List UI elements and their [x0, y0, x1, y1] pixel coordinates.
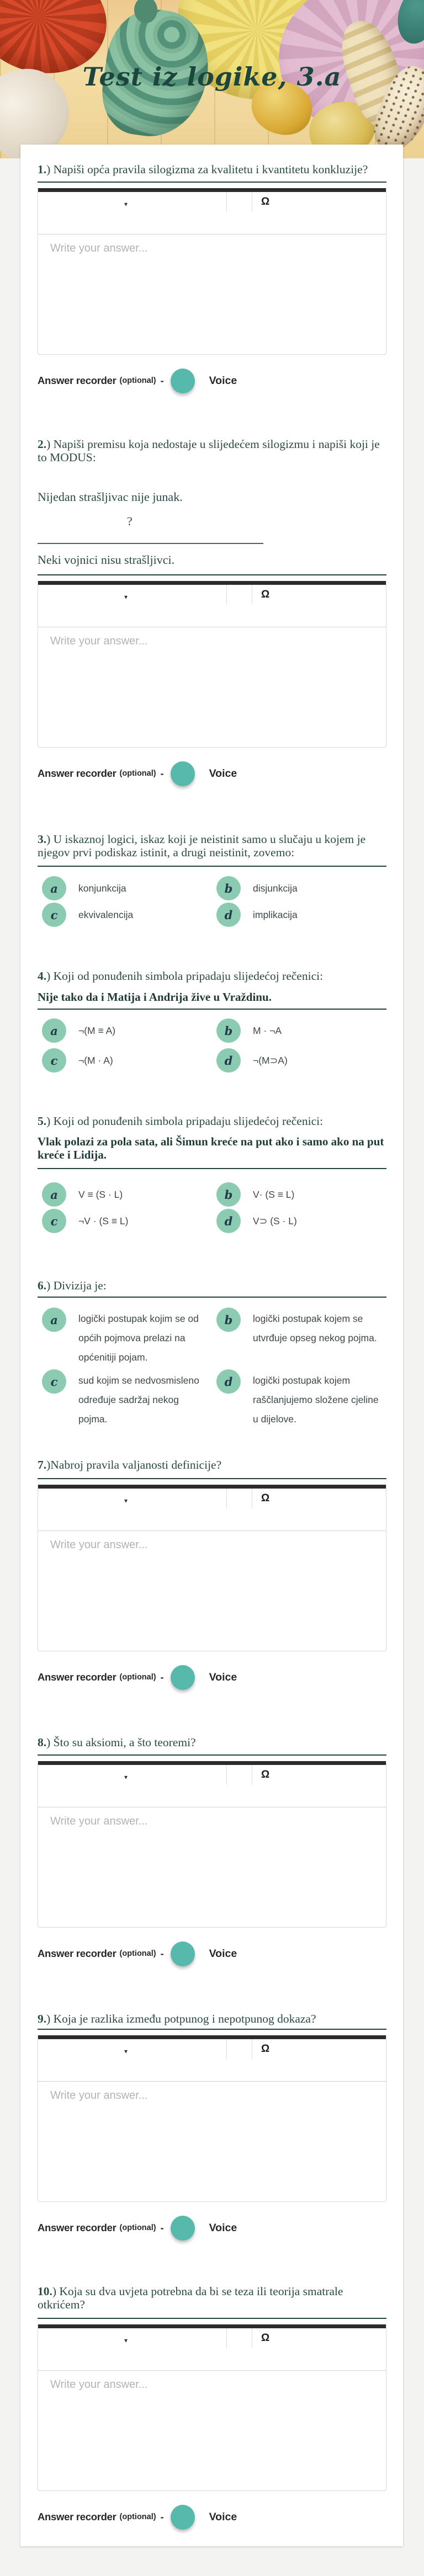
editor-top-bar — [38, 2324, 386, 2328]
format-dropdown-caret-icon[interactable]: ▾ — [119, 198, 133, 211]
answer-textarea[interactable] — [38, 627, 386, 747]
option-d[interactable] — [212, 1209, 386, 1233]
option-letter: c — [50, 1214, 58, 1228]
question-8 — [38, 1736, 386, 1966]
option-label: ¬(M ≡ A) — [78, 1025, 116, 1036]
rich-text-editor — [38, 2035, 386, 2202]
option-badge — [216, 1369, 241, 1394]
option-letter: c — [50, 1374, 58, 1389]
option-badge — [216, 903, 241, 927]
question-text: ) Koji od ponuđenih simbola pripadaju slijedećoj rečenici: — [46, 969, 324, 983]
option-badge — [42, 1048, 66, 1073]
answer-placeholder: Write your answer... — [50, 2089, 148, 2102]
question-divider — [38, 866, 386, 867]
voice-label: Voice — [209, 1671, 237, 1683]
option-letter: a — [50, 1187, 58, 1202]
optional-label: (optional) — [119, 1949, 156, 1958]
format-dropdown-caret-icon[interactable]: ▾ — [119, 1770, 133, 1784]
dash-separator: - — [160, 375, 164, 386]
option-badge — [216, 1018, 241, 1043]
option-letter: b — [224, 1187, 233, 1202]
option-label: ¬(M⊃A) — [253, 1054, 288, 1066]
dash-separator: - — [160, 1948, 164, 1959]
option-badge — [42, 1018, 66, 1043]
question-text: ) Koji od ponuđenih simbola pripadaju slijedećoj rečenici: — [46, 1114, 324, 1128]
answer-recorder-row — [38, 368, 386, 393]
option-letter: d — [224, 908, 233, 922]
special-character-omega-button[interactable]: Ω — [258, 588, 273, 601]
answer-recorder-label: Answer recorder — [38, 1948, 116, 1959]
question-title — [38, 969, 386, 983]
voice-record-button[interactable] — [171, 2505, 195, 2530]
option-label: disjunkcija — [253, 882, 298, 894]
special-character-omega-button[interactable]: Ω — [258, 2332, 273, 2345]
optional-label: (optional) — [119, 1673, 156, 1682]
option-badge — [42, 1308, 66, 1332]
answer-recorder-label: Answer recorder — [38, 2222, 116, 2233]
dash-separator: - — [160, 1671, 164, 1683]
rich-text-editor — [38, 2324, 386, 2491]
question-text: ) Divizija je: — [46, 1279, 107, 1292]
option-b[interactable] — [212, 1182, 386, 1207]
question-title — [38, 438, 386, 464]
option-badge — [42, 1209, 66, 1233]
option-badge — [42, 1369, 66, 1394]
options-grid — [38, 1018, 386, 1073]
question-text: )Nabroj pravila valjanosti definicije? — [46, 1458, 222, 1471]
answer-recorder-label: Answer recorder — [38, 767, 116, 779]
option-label: logički postupak kojem se utvrđuje opseg nekog pojma. — [253, 1313, 377, 1343]
answer-placeholder: Write your answer... — [50, 1539, 148, 1551]
answer-recorder-row — [38, 761, 386, 786]
option-label: V⊃ (S · L) — [253, 1215, 297, 1226]
special-character-omega-button[interactable]: Ω — [258, 1768, 273, 1782]
voice-label: Voice — [209, 2510, 237, 2523]
rich-text-editor — [38, 581, 386, 748]
question-9 — [38, 2012, 386, 2241]
editor-toolbar — [38, 1765, 386, 1807]
option-badge — [42, 903, 66, 927]
question-number: 8. — [38, 1736, 47, 1749]
question-2 — [38, 438, 386, 786]
answer-textarea[interactable] — [38, 2371, 386, 2490]
toolbar-divider — [226, 585, 227, 605]
option-label: logički postupak kojim se od općih pojmova prelazi na općenitiji pojam. — [78, 1313, 199, 1363]
question-title — [38, 833, 386, 859]
question-divider — [38, 182, 386, 183]
question-number: 3. — [38, 833, 47, 846]
options-grid — [38, 1308, 386, 1429]
dash-separator: - — [160, 2511, 164, 2522]
option-a[interactable] — [38, 1018, 208, 1043]
question-title — [38, 1114, 386, 1128]
question-statement: Vlak polazi za pola sata, ali Šimun kreće na put ako i samo ako na put kreće i Lidija. — [38, 1135, 384, 1161]
option-letter: a — [50, 1313, 58, 1327]
answer-blank-line — [38, 543, 263, 544]
option-label: V· (S ≡ L) — [253, 1188, 295, 1200]
option-letter: d — [224, 1374, 233, 1389]
option-label: sud kojim se nedvosmisleno određuje sadržaj nekog pojma. — [78, 1375, 199, 1425]
rich-text-editor — [38, 188, 386, 355]
question-divider — [38, 2029, 386, 2030]
premise-line-1: Nijedan strašljivac nije junak. — [38, 490, 183, 504]
option-label: ekvivalencija — [78, 909, 134, 920]
editor-top-bar — [38, 1761, 386, 1765]
option-a[interactable] — [38, 876, 208, 900]
format-dropdown-caret-icon[interactable]: ▾ — [119, 2045, 133, 2058]
option-badge — [42, 876, 66, 900]
answer-recorder-row — [38, 1941, 386, 1966]
question-7 — [38, 1458, 386, 1690]
answer-textarea[interactable] — [38, 1807, 386, 1927]
format-dropdown-caret-icon[interactable]: ▾ — [119, 1494, 133, 1507]
editor-toolbar — [38, 2039, 386, 2082]
option-b[interactable] — [212, 1308, 386, 1367]
question-6 — [38, 1279, 386, 1429]
option-b[interactable] — [212, 1018, 386, 1043]
question-divider — [38, 1297, 386, 1298]
special-character-omega-button[interactable]: Ω — [258, 195, 273, 209]
question-number: 6. — [38, 1279, 47, 1292]
answer-recorder-row — [38, 1665, 386, 1690]
question-text: ) Koja su dva uvjeta potrebna da bi se teza ili teorija smatrale otkrićem? — [38, 2285, 343, 2311]
option-label: ¬V · (S ≡ L) — [78, 1215, 129, 1226]
option-badge — [216, 876, 241, 900]
options-grid — [38, 876, 386, 927]
answer-textarea[interactable] — [38, 234, 386, 354]
answer-recorder-label: Answer recorder — [38, 2511, 116, 2522]
option-letter: a — [50, 881, 58, 895]
question-4 — [38, 969, 386, 1073]
option-b[interactable] — [212, 876, 386, 900]
option-badge — [216, 1048, 241, 1073]
question-divider — [38, 1009, 386, 1010]
voice-label: Voice — [209, 374, 237, 387]
question-10 — [38, 2285, 386, 2530]
optional-label: (optional) — [119, 769, 156, 778]
option-letter: d — [224, 1053, 233, 1068]
option-c[interactable] — [38, 1048, 208, 1073]
question-divider — [38, 1168, 386, 1169]
question-number: 1. — [38, 163, 47, 176]
voice-record-button[interactable] — [171, 2216, 195, 2241]
format-dropdown-caret-icon[interactable]: ▾ — [119, 590, 133, 604]
question-text: ) Što su aksiomi, a što teoremi? — [46, 1736, 196, 1749]
option-c[interactable] — [38, 1369, 208, 1429]
question-divider — [38, 574, 386, 575]
voice-label: Voice — [209, 2221, 237, 2234]
answer-recorder-label: Answer recorder — [38, 375, 116, 386]
voice-record-button[interactable] — [171, 761, 195, 786]
option-c[interactable] — [38, 1209, 208, 1233]
question-divider — [38, 2318, 386, 2319]
editor-toolbar — [38, 585, 386, 627]
format-dropdown-caret-icon[interactable]: ▾ — [119, 2334, 133, 2347]
answer-placeholder: Write your answer... — [50, 635, 148, 647]
question-5 — [38, 1114, 386, 1233]
optional-label: (optional) — [119, 2223, 156, 2232]
option-d[interactable] — [212, 1048, 386, 1073]
editor-top-bar — [38, 1485, 386, 1489]
toolbar-divider — [226, 1489, 227, 1508]
answer-placeholder: Write your answer... — [50, 2378, 148, 2391]
answer-textarea[interactable] — [38, 2082, 386, 2201]
question-number: 7. — [38, 1458, 47, 1471]
question-number: 2. — [38, 438, 47, 451]
answer-recorder-row — [38, 2215, 386, 2241]
question-title — [38, 2285, 386, 2311]
option-d[interactable] — [212, 903, 386, 927]
option-letter: b — [224, 1313, 233, 1327]
voice-record-button[interactable] — [171, 369, 195, 393]
editor-top-bar — [38, 2035, 386, 2039]
question-title — [38, 2012, 386, 2025]
question-text: ) Napiši opća pravila silogizma za kvalitetu i kvantitetu konkluzije? — [46, 163, 368, 176]
toolbar-divider — [226, 1765, 227, 1785]
option-label: implikacija — [253, 909, 298, 920]
voice-label: Voice — [209, 1947, 237, 1960]
question-1 — [38, 163, 386, 393]
question-divider — [38, 1754, 386, 1756]
toolbar-divider — [226, 2039, 227, 2059]
question-title — [38, 1736, 386, 1749]
voice-record-button[interactable] — [171, 1665, 195, 1690]
rich-text-editor — [38, 1761, 386, 1928]
option-letter: b — [224, 881, 233, 895]
page-title: Test iz logike, 3.a — [82, 62, 342, 92]
dash-separator: - — [160, 2222, 164, 2233]
worksheet-card — [20, 145, 403, 2546]
answer-recorder-label: Answer recorder — [38, 1671, 116, 1683]
question-statement: Nije tako da i Matija i Andrija žive u Vraždinu. — [38, 990, 272, 1004]
option-badge — [42, 1182, 66, 1207]
answer-placeholder: Write your answer... — [50, 1815, 148, 1827]
dash-separator: - — [160, 767, 164, 779]
question-title — [38, 1279, 386, 1292]
question-number: 9. — [38, 2012, 47, 2025]
editor-toolbar — [38, 2328, 386, 2371]
option-letter: c — [50, 908, 58, 922]
question-divider — [38, 1478, 386, 1479]
option-a[interactable] — [38, 1182, 208, 1207]
special-character-omega-button[interactable]: Ω — [258, 1492, 273, 1505]
optional-label: (optional) — [119, 376, 156, 385]
options-grid — [38, 1182, 386, 1233]
question-text: ) Napiši premisu koja nedostaje u slijedećem silogizmu i napiši koji je to MODUS: — [38, 438, 380, 464]
voice-record-button[interactable] — [171, 1942, 195, 1966]
option-label: M · ¬A — [253, 1025, 282, 1036]
premise-line-2: Neki vojnici nisu strašljivci. — [38, 553, 175, 567]
option-letter: a — [50, 1023, 58, 1038]
question-text: ) U iskaznoj logici, iskaz koji je neistinit samo u slučaju u kojem je njegov prvi podiskaz istinit, a drugi neistinit, zovemo: — [38, 833, 366, 859]
header-photo — [0, 0, 424, 158]
option-letter: d — [224, 1214, 233, 1228]
answer-textarea[interactable] — [38, 1531, 386, 1651]
option-badge — [216, 1209, 241, 1233]
question-number: 5. — [38, 1114, 47, 1128]
toolbar-divider — [226, 192, 227, 212]
option-label: logički postupak kojem raščlanjujemo složene cjeline u dijelove. — [253, 1375, 379, 1425]
question-title — [38, 163, 386, 176]
option-label: V ≡ (S · L) — [78, 1188, 123, 1200]
editor-toolbar — [38, 1489, 386, 1531]
voice-label: Voice — [209, 767, 237, 780]
option-d[interactable] — [212, 1369, 386, 1429]
option-label: ¬(M · A) — [78, 1054, 113, 1066]
question-3 — [38, 833, 386, 927]
editor-top-bar — [38, 581, 386, 585]
option-c[interactable] — [38, 903, 208, 927]
option-label: konjunkcija — [78, 882, 126, 894]
option-letter: c — [50, 1053, 58, 1068]
question-number: 4. — [38, 969, 47, 983]
special-character-omega-button[interactable]: Ω — [258, 2042, 273, 2056]
option-letter: b — [224, 1023, 233, 1038]
option-a[interactable] — [38, 1308, 208, 1367]
rich-text-editor — [38, 1485, 386, 1651]
question-title — [38, 1458, 386, 1471]
answer-recorder-row — [38, 2504, 386, 2530]
question-number: 10. — [38, 2285, 52, 2298]
option-badge — [216, 1182, 241, 1207]
question-text: ) Koja je razlika između potpunog i nepotpunog dokaza? — [46, 2012, 316, 2025]
question-mark-line: ? — [127, 514, 132, 528]
option-badge — [216, 1308, 241, 1332]
editor-toolbar — [38, 192, 386, 234]
optional-label: (optional) — [119, 2513, 156, 2521]
editor-top-bar — [38, 188, 386, 192]
toolbar-divider — [226, 2328, 227, 2348]
answer-placeholder: Write your answer... — [50, 242, 148, 254]
